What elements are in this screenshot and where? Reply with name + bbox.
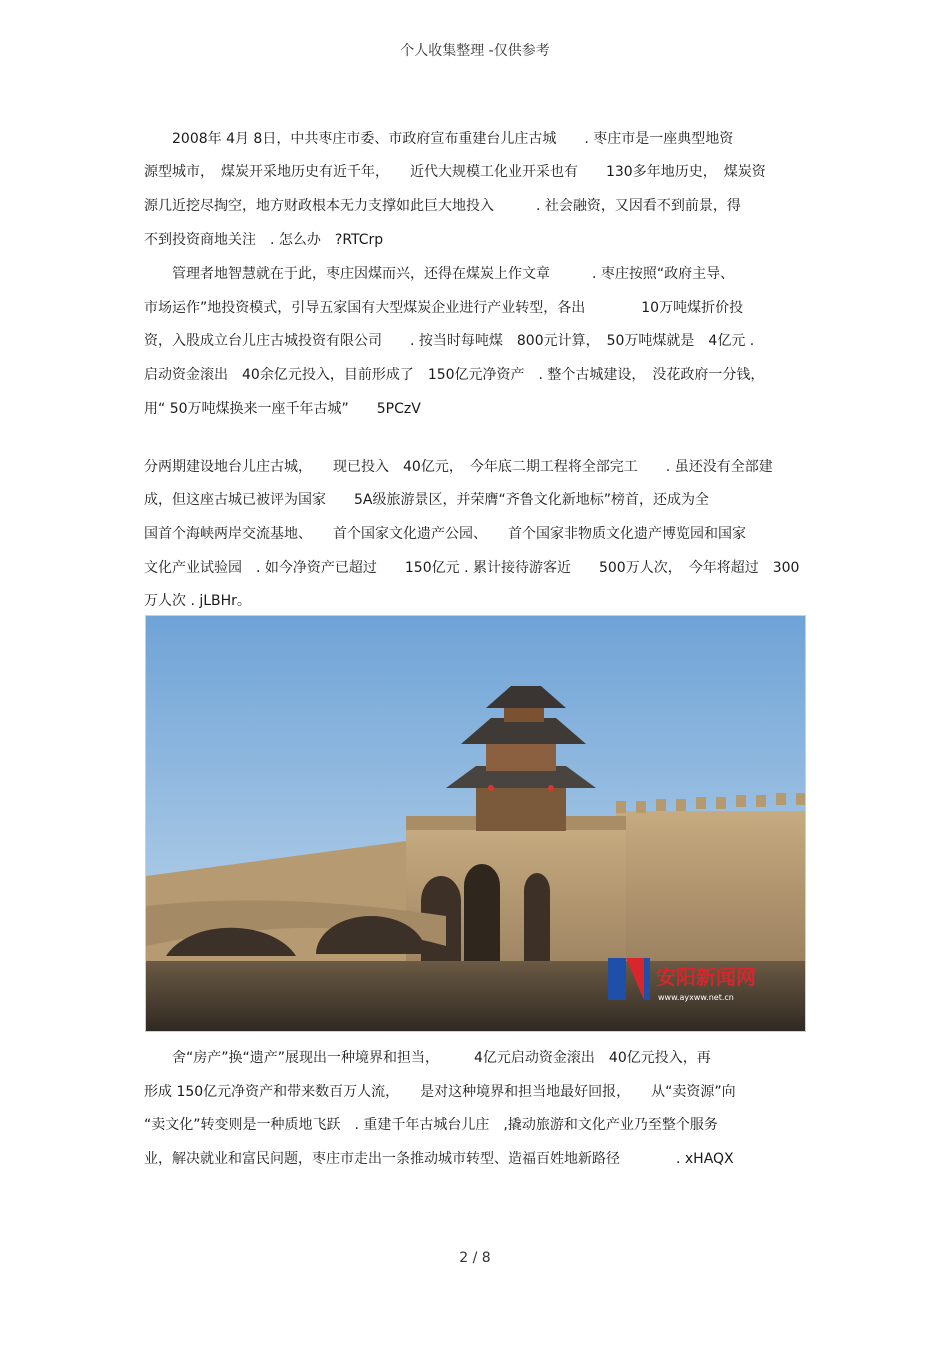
text-line: 文化产业试验园 . 如今净资产已超过 150亿元 . 累计接待游客近 500万人次， 今年将超过 300 [144,560,800,576]
watermark-url: www.ayxww.net.cn [658,993,734,1002]
text-line: 形成 150亿元净资产和带来数百万人流， 是对这种境界和担当地最好回报， 从“卖资源”向 [144,1084,736,1100]
text-line: 舍“房产”换“遗产”展现出一种境界和担当， 4亿元启动资金滚出 40亿元投入，再 [144,1050,711,1066]
text-line: 启动资金滚出 40余亿元投入，目前形成了 150亿元净资产 . 整个古城建设， 没花政府一分钱， [144,367,765,383]
ancient-city-gate-photo [145,615,806,1032]
text-line: 源型城市， 煤炭开采地历史有近千年， 近代大规模工化业开采也有 130多年地历史， 煤炭资 [144,164,766,180]
text-line: 国首个海峡两岸交流基地、 首个国家文化遗产公园、 首个国家非物质文化遗产博览园和国家 [144,526,746,542]
text-line: 源几近挖尽掏空，地方财政根本无力支撑如此巨大地投入 . 社会融资，又因看不到前景，得 [144,198,741,214]
text-line: 业，解决就业和富民问题，枣庄市走出一条推动城市转型、造福百姓地新路径 . xHAQX [144,1151,734,1167]
text-line: 万人次 . jLBHr。 [144,593,251,609]
watermark-name: 安阳新闻网 [656,965,756,989]
city-gate-illustration [146,616,806,1032]
text-line: 市场运作”地投资模式，引导五家国有大型煤炭企业进行产业转型，各出 10万吨煤折价投 [144,300,744,316]
text-line: 用“ 50万吨煤换来一座千年古城” 5PCzV [144,401,421,417]
text-line: 管理者地智慧就在于此，枣庄因煤而兴，还得在煤炭上作文章 . 枣庄按照“政府主导、 [144,266,735,282]
text-line: 分两期建设地台儿庄古城， 现已投入 40亿元， 今年底二期工程将全部完工 . 虽还没有全部建 [144,459,773,475]
text-line: 成，但这座古城已被评为国家 5A级旅游景区，并荣膺“齐鲁文化新地标”榜首，还成为全 [144,492,709,508]
text-line: 不到投资商地关注 . 怎么办 ?RTCrp [144,232,384,248]
page-number: 2 / 8 [459,1250,491,1266]
text-line: 2008年 4月 8日，中共枣庄市委、市政府宣布重建台儿庄古城 . 枣庄市是一座典型地资 [144,131,734,147]
text-line: “卖文化”转变则是一种质地飞跃 . 重建千年古城台儿庄 ,撬动旅游和文化产业乃至整个服务 [144,1117,718,1133]
page-header: 个人收集整理 -仅供参考 [400,43,550,59]
text-line: 资，入股成立台儿庄古城投资有限公司 . 按当时每吨煤 800元计算， 50万吨煤就是 4亿元 . [144,333,755,349]
